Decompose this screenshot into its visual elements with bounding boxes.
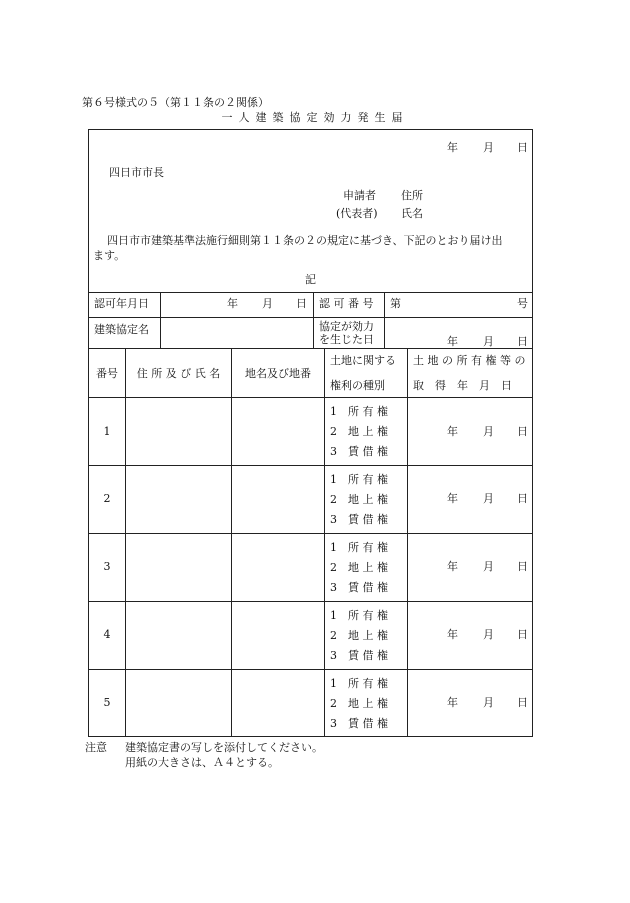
acquisition-year: 年 [447,425,458,438]
applicant-address-label: 住所 [401,189,423,202]
rights-kind-superficies: 2 地 上 権 [330,697,388,710]
rule [88,465,533,466]
form-id: 第６号様式の５（第１１条の２関係） [82,96,269,109]
agreement-name-label: 建築協定名 [94,323,149,336]
acquisition-day: 日 [517,628,528,641]
acquisition-month: 月 [483,628,494,641]
effective-date-year: 年 [447,335,458,348]
rule [88,348,533,349]
acquisition-month: 月 [483,560,494,573]
rights-kind-ownership: 1 所 有 権 [330,609,388,622]
rule [88,601,533,602]
body-text-line1: 四日市市建築基準法施行細則第１１条の２の規定に基づき、下記のとおり届け出 [107,234,503,247]
note-item: 用紙の大きさは、Ａ４とする。 [125,756,279,769]
column-header-acquisition-2: 取 得 年 月 日 [413,379,512,392]
rights-kinds [330,538,405,598]
acquisition-year: 年 [447,628,458,641]
column-header-rights-2: 権利の種別 [330,379,385,392]
row-number: 1 [103,425,111,438]
rights-kind-lease: 3 賃 借 権 [330,717,388,730]
rights-kind-superficies: 2 地 上 権 [330,561,388,574]
addressee: 四日市市長 [109,166,164,179]
approval-number-suffix: 号 [517,297,528,310]
rule [160,292,161,348]
note-item: 建築協定書の写しを添付してください。 [125,741,323,754]
rights-kind-lease: 3 賃 借 権 [330,513,388,526]
approval-date-label: 認可年月日 [94,297,149,310]
rights-kind-superficies: 2 地 上 権 [330,629,388,642]
approval-number-prefix: 第 [390,297,401,310]
date-year: 年 [447,141,458,154]
column-header-acquisition-1: 土 地 の 所 有 権 等 の [413,354,526,367]
rule [313,292,314,348]
effective-date-day: 日 [517,335,528,348]
acquisition-day: 日 [517,560,528,573]
approval-date-year: 年 [227,297,238,310]
acquisition-month: 月 [483,696,494,709]
row-number: 3 [103,560,111,573]
rights-kinds [330,674,405,734]
row-number: 5 [103,696,111,709]
rights-kinds [330,606,405,666]
rights-kind-ownership: 1 所 有 権 [330,677,388,690]
effective-date-label-2: を生じた日 [319,333,374,346]
rule [231,348,232,737]
rule [88,317,533,318]
effective-date-label-1: 協定が効力 [319,320,374,333]
date-month: 月 [483,141,494,154]
acquisition-year: 年 [447,560,458,573]
ki-marker: 記 [305,273,316,286]
rights-kind-ownership: 1 所 有 権 [330,473,388,486]
approval-date-day: 日 [296,297,307,310]
form-frame [88,129,533,737]
rule [125,348,126,737]
acquisition-day: 日 [517,696,528,709]
rights-kinds [330,470,405,530]
rights-kind-lease: 3 賃 借 権 [330,581,388,594]
approval-date-month: 月 [262,297,273,310]
acquisition-day: 日 [517,492,528,505]
body-text-line2: ます。 [93,249,126,262]
approval-number-label: 認 可 番 号 [319,297,374,310]
applicant-label: 申請者 [343,189,376,202]
acquisition-year: 年 [447,696,458,709]
rights-kind-superficies: 2 地 上 権 [330,493,388,506]
date-day: 日 [517,141,528,154]
column-header-number: 番号 [96,367,118,380]
rule [407,348,408,737]
applicant-name-label: 氏名 [401,207,423,220]
rights-kind-lease: 3 賃 借 権 [330,649,388,662]
row-number: 2 [103,492,111,505]
acquisition-year: 年 [447,492,458,505]
rule [88,292,533,293]
acquisition-month: 月 [483,492,494,505]
column-header-rights-1: 土地に関する [330,354,396,367]
acquisition-day: 日 [517,425,528,438]
rule [384,292,385,348]
rights-kinds [330,402,405,462]
notes-label: 注意 [85,741,107,754]
rights-kind-ownership: 1 所 有 権 [330,405,388,418]
acquisition-month: 月 [483,425,494,438]
rights-kind-ownership: 1 所 有 権 [330,541,388,554]
form-title: 一人建築協定効力発生届 [221,111,409,124]
row-number: 4 [103,628,111,641]
rule [324,348,325,737]
rights-kind-superficies: 2 地 上 権 [330,425,388,438]
column-header-place-lot: 地名及び地番 [245,367,311,380]
effective-date-month: 月 [483,335,494,348]
representative-label: (代表者) [336,207,378,220]
rule [88,669,533,670]
rule [88,397,533,398]
column-header-address-name: 住 所 及 び 氏 名 [136,367,221,380]
rule [88,533,533,534]
rights-kind-lease: 3 賃 借 権 [330,445,388,458]
